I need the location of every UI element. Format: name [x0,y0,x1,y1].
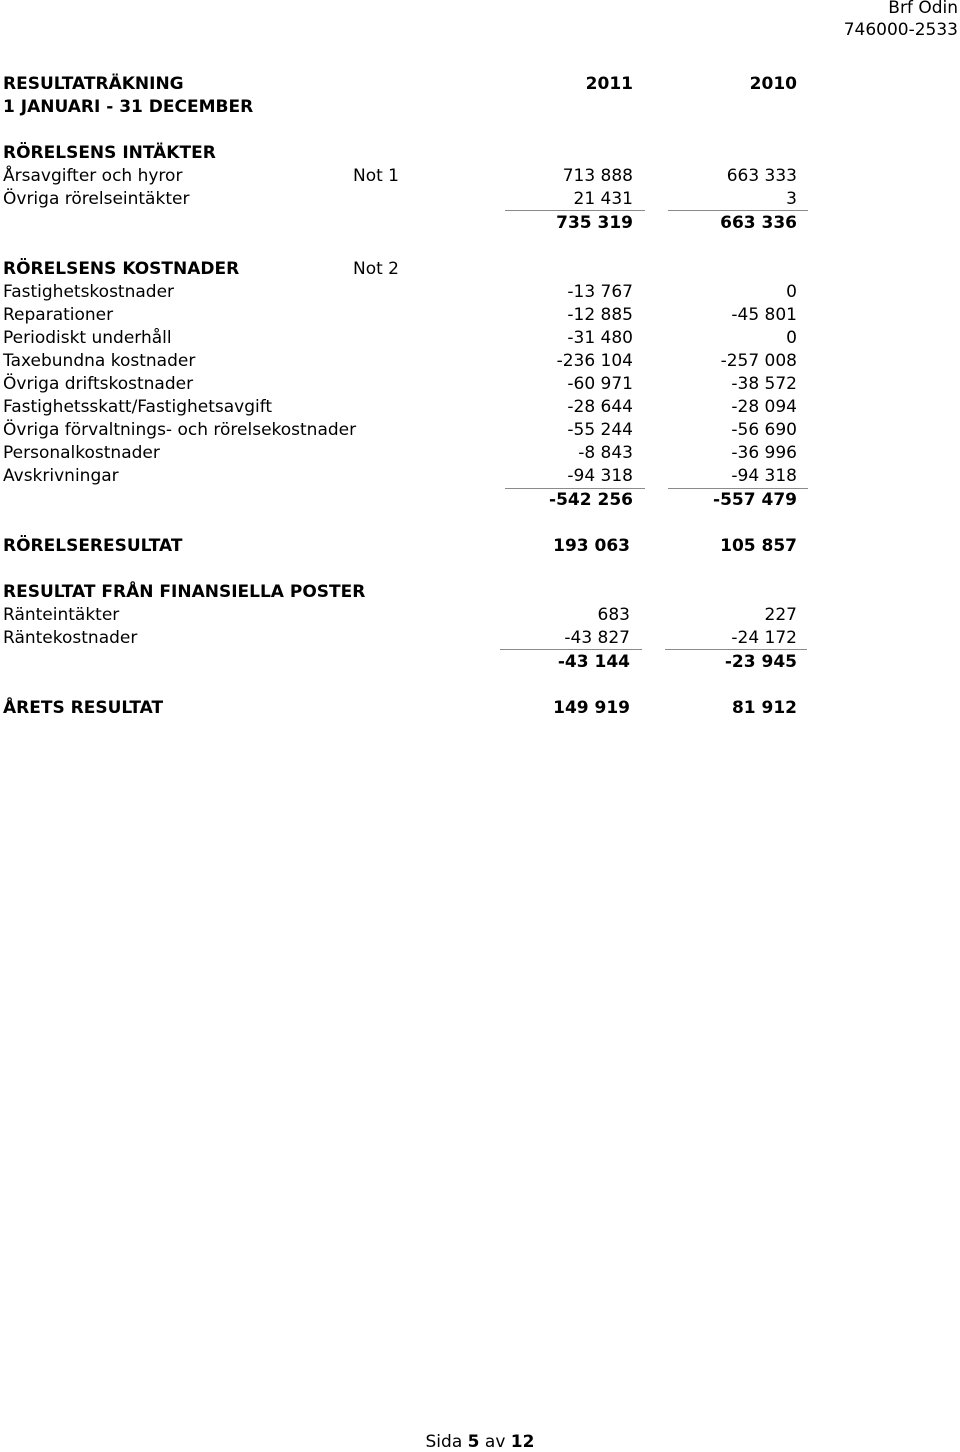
value-previous: -23 945 [724,652,797,672]
table-row [3,304,813,326]
statement-period: 1 JANUARI - 31 DECEMBER [3,97,254,117]
org-number: 746000-2533 [843,20,958,40]
page-footer [0,1432,960,1452]
row-label: Årsavgifter och hyror [3,166,183,186]
table-row [3,188,813,210]
value-current: -28 644 [567,397,633,417]
table-row [3,327,813,349]
value-previous: -24 172 [731,628,797,648]
subtotal-row [3,489,813,511]
value-current: -13 767 [567,282,633,302]
value-previous: 81 912 [731,698,797,718]
note-ref: Not 1 [353,166,400,186]
value-previous: 663 333 [726,166,797,186]
net-result-row [3,697,813,719]
row-label: Räntekostnader [3,628,138,648]
value-current: -12 885 [567,305,633,325]
page-number: 5 [467,1432,480,1452]
row-label: Personalkostnader [3,443,160,463]
row-label: Övriga rörelseintäkter [3,189,190,209]
row-label: Ränteintäkter [3,605,120,625]
value-previous: 0 [786,328,797,348]
statement-title-row [3,73,813,95]
value-current: -94 318 [567,466,633,486]
value-current: 735 319 [556,213,633,233]
value-current: -60 971 [567,374,633,394]
subtotal-rule [665,649,807,650]
row-label: Taxebundna kostnader [3,351,196,371]
value-current: -43 144 [557,652,630,672]
statement-period-row [3,96,813,118]
subtotal-row [3,651,813,673]
subtotal-row [3,212,813,234]
subtotal-rule [500,649,642,650]
value-current: 21 431 [573,189,633,209]
value-current: 683 [597,605,630,625]
value-previous: 0 [786,282,797,302]
value-current: -31 480 [567,328,633,348]
section-heading-financial: RESULTAT FRÅN FINANSIELLA POSTER [3,582,366,602]
value-current: -8 843 [578,443,633,463]
value-previous: 3 [786,189,797,209]
table-row [3,627,813,649]
value-current: -236 104 [556,351,633,371]
page-total: 12 [510,1432,535,1452]
table-row [3,281,813,303]
section-heading-costs: RÖRELSENS KOSTNADER Not 2 [3,259,400,279]
value-current: -55 244 [567,420,633,440]
table-row [3,604,813,626]
value-previous: -257 008 [720,351,797,371]
row-label: Avskrivningar [3,466,119,486]
row-label: Fastighetskostnader [3,282,175,302]
value-current: -43 827 [564,628,630,648]
value-current: -542 256 [549,490,633,510]
table-row [3,442,813,464]
value-previous: -38 572 [731,374,797,394]
value-current: 149 919 [553,698,630,718]
note-ref: Not 2 [353,259,400,279]
row-label: Övriga driftskostnader [3,374,194,394]
company-name: Brf Odin [888,0,958,18]
table-row [3,419,813,441]
table-row [3,350,813,372]
value-previous: 105 857 [720,536,797,556]
row-label: Periodiskt underhåll [3,328,172,348]
value-previous: -45 801 [731,305,797,325]
table-row [3,396,813,418]
table-row [3,373,813,395]
table-row [3,465,813,487]
value-previous: -94 318 [731,466,797,486]
statement-title: RESULTATRÄKNING [3,74,184,94]
section-heading-income: RÖRELSENS INTÄKTER [3,143,216,163]
value-current: 713 888 [562,166,633,186]
value-previous: -557 479 [713,490,797,510]
value-previous: -28 094 [731,397,797,417]
year-previous: 2010 [749,74,797,94]
value-previous: 227 [764,605,797,625]
subtotal-rule [668,210,808,211]
value-current: 193 063 [553,536,630,556]
subtotal-rule [505,210,645,211]
value-previous: -36 996 [731,443,797,463]
footer-prefix: Sida [425,1432,463,1452]
row-label: ÅRETS RESULTAT [3,698,164,718]
footer-mid: av [484,1432,506,1452]
year-current: 2011 [585,74,633,94]
value-previous: 663 336 [720,213,797,233]
value-previous: -56 690 [731,420,797,440]
row-label: Fastighetsskatt/Fastighetsavgift [3,397,273,417]
row-label: RÖRELSERESULTAT [3,536,183,556]
operating-result-row [3,535,813,557]
row-label: Reparationer [3,305,114,325]
row-label: Övriga förvaltnings- och rörelsekostnader [3,420,357,440]
table-row [3,165,813,187]
